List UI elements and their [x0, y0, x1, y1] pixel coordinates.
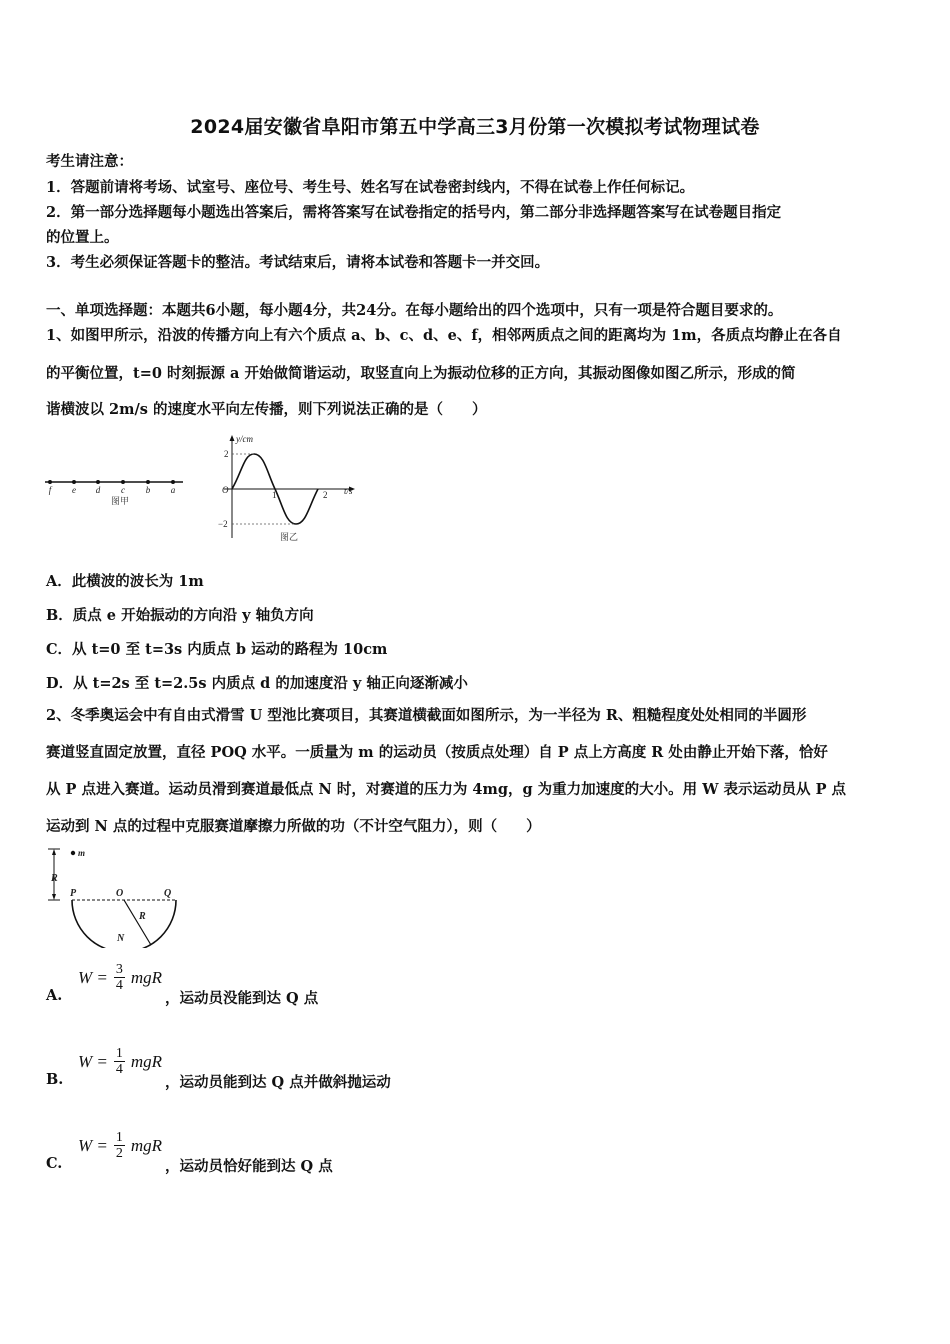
numerator: 1	[115, 1046, 123, 1061]
page-title: 2024届安徽省阜阳市第五中学高三3月份第一次模拟考试物理试卷	[190, 116, 760, 138]
q2-option-b-letter: B.	[46, 1071, 64, 1088]
formula-tail: mgR	[130, 1135, 163, 1155]
numerator: 3	[115, 962, 123, 977]
label-b: b	[145, 485, 151, 495]
notice-item-3: 3．考生必须保证答题卡的整洁。考试结束后，请将本试卷和答题卡一并交回。	[46, 254, 550, 271]
numerator: 1	[115, 1130, 123, 1145]
label-e: e	[72, 485, 76, 495]
fraction	[114, 1046, 125, 1077]
formula-lhs: W =	[78, 1135, 108, 1155]
y-min-label: −2	[218, 519, 228, 529]
q1-stem-line-3: 谐横波以 2m/s 的速度水平向左传播，则下列说法正确的是（ ）	[46, 401, 487, 418]
notice-item-1: 1．答题前请将考场、试室号、座位号、考生号、姓名写在试卷密封线内，不得在试卷上作任何标记。	[46, 179, 695, 196]
formula-tail: mgR	[130, 1051, 163, 1071]
denominator: 4	[115, 1062, 123, 1077]
label-c: c	[121, 485, 125, 495]
point-q-label: Q	[164, 888, 172, 899]
q2-option-b-text: ，运动员能到达 Q 点并做斜抛运动	[165, 1074, 391, 1091]
q2-stem-line-3: 从 P 点进入赛道。运动员滑到赛道最低点 N 时，对赛道的压力为 4mg，g 为重力加速度的大小。用 W 表示运动员从 P 点	[46, 781, 847, 798]
formula-lhs: W =	[78, 1051, 108, 1071]
fraction	[114, 962, 125, 993]
denominator: 4	[115, 978, 123, 993]
notice-item-2b: 的位置上。	[46, 229, 119, 246]
label-d: d	[95, 485, 101, 495]
q2-stem-line-4: 运动到 N 点的过程中克服赛道摩擦力所做的功（不计空气阻力），则（ ）	[46, 818, 541, 835]
label-a: a	[170, 485, 176, 495]
height-label: R	[51, 873, 58, 884]
q2-halfpipe-figure	[40, 843, 190, 948]
q1-stem-line-1: 1、如图甲所示，沿波的传播方向上有六个质点 a、b、c、d、e、f，相邻两质点之间的距离均为 1m，各质点均静止在各自	[46, 327, 842, 344]
q1-option-b[interactable]: B．质点 e 开始振动的方向沿 y 轴负方向	[46, 607, 314, 624]
point-p-label: P	[70, 888, 77, 899]
section-heading: 一、单项选择题：本题共6小题，每小题4分，共24分。在每小题给出的四个选项中，只有一项是符合题目要求的。	[46, 302, 783, 319]
denominator: 2	[115, 1146, 123, 1161]
y-max-label: 2	[224, 449, 229, 459]
mass-label: m	[78, 848, 86, 858]
t-axis-label: t/s	[344, 486, 353, 496]
q2-stem-line-2: 赛道竖直固定放置，直径 POQ 水平。一质量为 m 的运动员（按质点处理）自 P 点上方高度 R 处由静止开始下落，恰好	[46, 744, 828, 761]
q1-option-d[interactable]: D．从 t=2s 至 t=2.5s 内质点 d 的加速度沿 y 轴正向逐渐减小	[46, 675, 468, 692]
label-f: f	[48, 485, 52, 495]
q2-option-a-text: ，运动员没能到达 Q 点	[165, 990, 319, 1007]
t-1-label: 1	[272, 490, 277, 500]
formula-lhs: W =	[78, 967, 108, 987]
radius-label: R	[139, 911, 146, 922]
q2-option-b-formula	[78, 1046, 162, 1077]
q2-stem-line-1: 2、冬季奥运会中有自由式滑雪 U 型池比赛项目，其赛道横截面如图所示，为一半径为 R、粗糙程度处处相同的半圆形	[46, 707, 807, 724]
q2-option-c-letter: C.	[46, 1155, 63, 1172]
q2-option-c-text: ，运动员恰好能到达 Q 点	[165, 1158, 333, 1175]
q1-stem-line-2: 的平衡位置，t=0 时刻振源 a 开始做简谐运动，取竖直向上为振动位移的正方向，其振动图像如图乙所示，形成的简	[46, 365, 796, 382]
q1-option-c[interactable]: C．从 t=0 至 t=3s 内质点 b 运动的路程为 10cm	[46, 641, 388, 658]
fraction	[114, 1130, 125, 1161]
q1-option-a[interactable]: A．此横波的波长为 1m	[46, 573, 204, 590]
notice-heading: 考生请注意：	[46, 153, 133, 170]
point-n-label: N	[117, 933, 125, 944]
q1-figure-yi	[212, 432, 372, 544]
origin-label: O	[222, 485, 229, 495]
notice-item-2a: 2．第一部分选择题每小题选出答案后，需将答案写在试卷指定的括号内，第二部分非选择题答案写在试卷题目指定	[46, 204, 782, 221]
q2-option-c-formula	[78, 1130, 162, 1161]
t-2-label: 2	[323, 490, 328, 500]
caption-jia: 图甲	[110, 496, 130, 506]
q2-option-a-letter: A.	[46, 987, 63, 1004]
y-axis-label: y/cm	[236, 434, 253, 444]
q2-option-a-formula	[78, 962, 162, 993]
q1-figure-jia	[40, 470, 190, 510]
caption-yi: 图乙	[280, 532, 299, 542]
formula-tail: mgR	[130, 967, 163, 987]
point-o-label: O	[116, 888, 124, 899]
